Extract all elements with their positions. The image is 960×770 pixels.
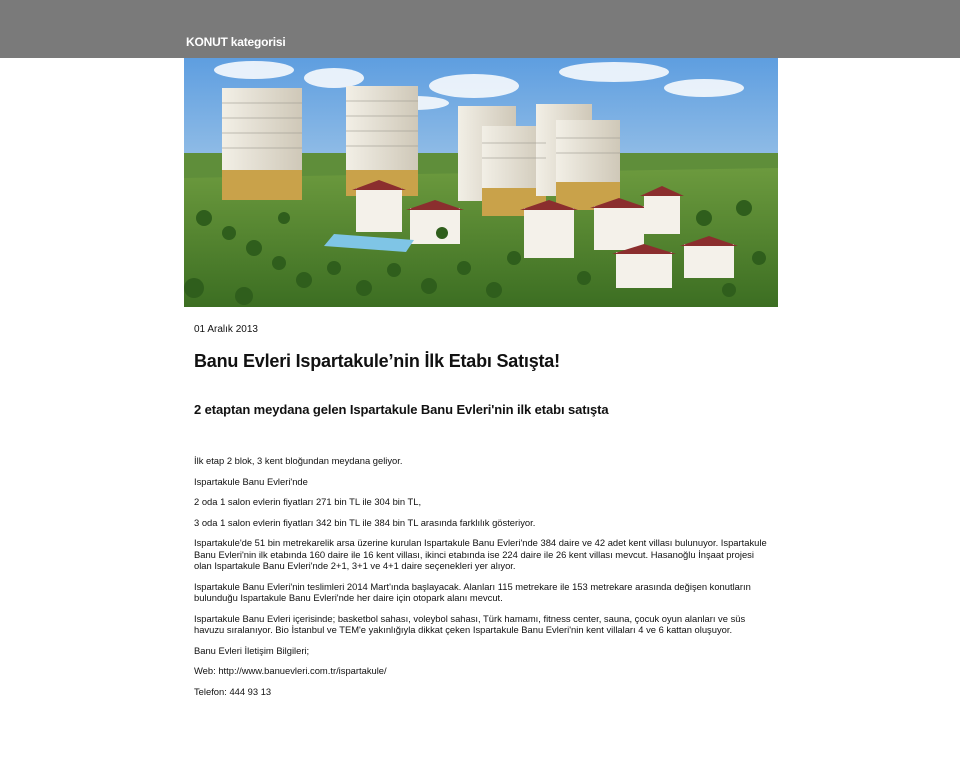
article-paragraph: Ispartakule Banu Evleri içerisinde; basketbol sahası, voleybol sahası, Türk hamamı, fitness center, sauna, çocuk oyun alanları ve süs havuzu sıralanıyor. Bio İstanbul ve TEM'e yakınlığıyla dikkat çeken Ispartakule Banu Evleri'nin kent villaları 4 ve 6 kattan oluşuyor. <box>194 612 746 635</box>
top-header-bar <box>0 0 960 58</box>
article-date: 01 Aralık 2013 <box>194 324 258 335</box>
article-paragraph: Banu Evleri İletişim Bilgileri; <box>194 644 310 656</box>
hero-image <box>184 58 778 307</box>
category-link[interactable]: KONUT kategorisi <box>186 35 286 49</box>
article-paragraph: Ispartakule Banu Evleri'nin teslimleri 2014 Mart'ında başlayacak. Alanları 115 metrekare ile 153 metrekare arasında değişen konutların bulunduğu Ispartakule Banu Evleri'nde her daire için otopark alanı mevcut. <box>194 580 751 603</box>
article-subtitle: 2 etaptan meydana gelen Ispartakule Banu Evleri'nin ilk etabı satışta <box>194 402 609 417</box>
housing-complex-illustration-icon <box>184 58 778 307</box>
article-paragraph: İlk etap 2 blok, 3 kent bloğundan meydana geliyor. <box>194 455 403 466</box>
phone-number: Telefon: 444 93 13 <box>194 685 272 697</box>
article-body <box>194 455 770 706</box>
article-title: Banu Evleri Ispartakule’nin İlk Etabı Satışta! <box>194 351 560 371</box>
web-link[interactable]: Web: http://www.banuevleri.com.tr/ispartakule/ <box>194 665 387 676</box>
article-paragraph: 2 oda 1 salon evlerin fiyatları 271 bin TL ile 304 bin TL, <box>194 496 422 507</box>
article-paragraph: 3 oda 1 salon evlerin fiyatları 342 bin TL ile 384 bin TL arasında farklılık gösteriyor. <box>194 516 536 528</box>
article-paragraph: Ispartakule Banu Evleri'nde <box>194 475 308 487</box>
article-paragraph: Ispartakule'de 51 bin metrekarelik arsa üzerine kurulan Ispartakule Banu Evleri'nde 384 daire ve 42 adet kent villası bulunuyor. Ispartakule Banu Evleri'nin ilk etabında 160 daire ile 16 kent villası, ikinci etabında ise 224 daire ile 26 kent villası mevcut. Hasanoğlu İnşaat projesi olan Ispartakule Banu Evleri'nde 2+1, 3+1 ve 4+1 daire seçenekleri yer alıyor. <box>194 537 767 571</box>
